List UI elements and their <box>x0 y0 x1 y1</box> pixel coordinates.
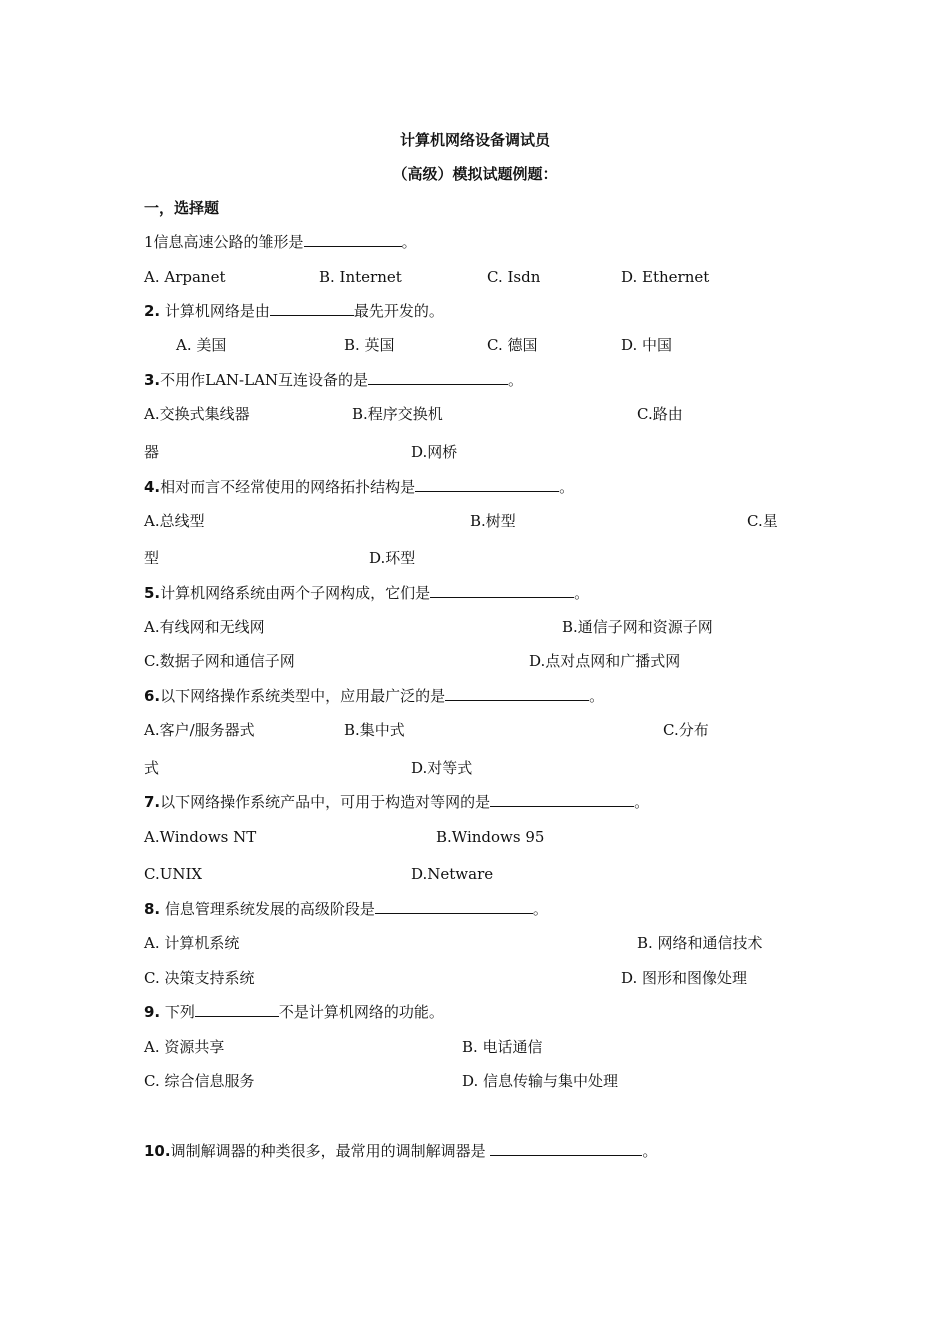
question-number: 8. <box>144 900 161 918</box>
question-number: 9. <box>144 1003 161 1021</box>
question-number: 7. <box>144 793 161 811</box>
option-c: C. 决策支持系统 <box>144 969 255 987</box>
question-text: 调制解调器的种类很多，最常用的调制解调器是 <box>170 1142 491 1160</box>
option-b: B. 网络和通信技术 <box>637 934 763 952</box>
question-7 <box>144 792 649 812</box>
option-a: A. 美国 <box>176 336 227 354</box>
answer-blank <box>490 792 634 807</box>
option-b: B.集中式 <box>344 721 405 739</box>
option-a: A.Windows NT <box>144 828 257 846</box>
option-a: A. Arpanet <box>144 268 226 286</box>
answer-blank <box>195 1002 279 1017</box>
section-heading: 一，选择题 <box>144 199 220 217</box>
question-number: 4. <box>144 478 161 496</box>
option-d: D.环型 <box>369 549 416 567</box>
option-b: B. 电话通信 <box>462 1038 543 1056</box>
option-c: C.星 <box>747 512 778 530</box>
option-d: D. 信息传输与集中处理 <box>462 1072 619 1090</box>
question-8 <box>144 899 548 919</box>
option-d: D.对等式 <box>411 759 473 777</box>
option-c-wrap: 器 <box>144 443 160 461</box>
question-text-end: 。 <box>559 478 575 496</box>
option-d: D. 中国 <box>621 336 673 354</box>
option-d: D. Ethernet <box>621 268 710 286</box>
option-c: C. Isdn <box>487 268 541 286</box>
option-b: B.树型 <box>470 512 516 530</box>
question-number: 3. <box>144 371 161 389</box>
option-c: C.UNIX <box>144 865 203 883</box>
question-3 <box>144 370 523 390</box>
option-c: C. 德国 <box>487 336 538 354</box>
answer-blank <box>270 301 354 316</box>
question-text: 相对而言不经常使用的网络拓扑结构是 <box>160 478 416 496</box>
question-number: 10. <box>144 1142 171 1160</box>
question-number: 5. <box>144 584 161 602</box>
question-10 <box>144 1141 657 1161</box>
option-d: D.点对点网和广播式网 <box>529 652 681 670</box>
option-a: A.有线网和无线网 <box>144 618 265 636</box>
question-text-end: 不是计算机网络的功能。 <box>278 1003 444 1021</box>
option-c: C.分布 <box>663 721 709 739</box>
answer-blank <box>490 1141 642 1156</box>
option-a: A. 计算机系统 <box>144 934 240 952</box>
answer-blank <box>415 477 559 492</box>
question-text: 不用作LAN-LAN互连设备的是 <box>160 371 369 389</box>
option-a: A.总线型 <box>144 512 205 530</box>
option-b: B. 英国 <box>344 336 395 354</box>
answer-blank <box>368 370 508 385</box>
question-text-end: 。 <box>508 371 524 389</box>
option-a: A.交换式集线器 <box>144 405 250 423</box>
question-text: 下列 <box>160 1003 195 1021</box>
question-number: 2. <box>144 302 161 320</box>
question-number: 1 <box>144 233 154 251</box>
option-c-wrap: 型 <box>144 549 160 567</box>
question-1 <box>144 232 417 252</box>
question-5 <box>144 583 589 603</box>
option-c: C. 综合信息服务 <box>144 1072 255 1090</box>
option-b: B. Internet <box>319 268 402 286</box>
answer-blank <box>304 232 402 247</box>
doc-subtitle: （高级）模拟试题例题： <box>392 165 558 183</box>
question-number: 6. <box>144 687 161 705</box>
answer-blank <box>445 686 589 701</box>
option-a: A. 资源共享 <box>144 1038 225 1056</box>
question-9 <box>144 1002 444 1022</box>
question-6 <box>144 686 604 706</box>
option-b: B.通信子网和资源子网 <box>562 618 713 636</box>
answer-blank <box>430 583 574 598</box>
option-b: B.Windows 95 <box>436 828 545 846</box>
question-text: 计算机网络系统由两个子网构成，它们是 <box>160 584 431 602</box>
question-2 <box>144 301 444 321</box>
option-d: D.网桥 <box>411 443 458 461</box>
question-text-end: 。 <box>589 687 605 705</box>
question-text-end: 。 <box>401 233 417 251</box>
question-text-end: 。 <box>532 900 548 918</box>
option-d: D.Netware <box>411 865 494 883</box>
question-4 <box>144 477 574 497</box>
question-text-end: 最先开发的。 <box>353 302 444 320</box>
doc-title: 计算机网络设备调试员 <box>399 131 550 149</box>
option-d: D. 图形和图像处理 <box>621 969 748 987</box>
option-c: C.数据子网和通信子网 <box>144 652 295 670</box>
option-c-wrap: 式 <box>144 759 160 777</box>
question-text: 以下网络操作系统类型中，应用最广泛的是 <box>160 687 446 705</box>
answer-blank <box>375 899 533 914</box>
question-text-end: 。 <box>642 1142 658 1160</box>
option-c: C.路由 <box>637 405 683 423</box>
question-text-end: 。 <box>574 584 590 602</box>
question-text-end: 。 <box>634 793 650 811</box>
question-text: 信息高速公路的雏形是 <box>153 233 304 251</box>
question-text: 信息管理系统发展的高级阶段是 <box>160 900 375 918</box>
question-text: 以下网络操作系统产品中，可用于构造对等网的是 <box>160 793 491 811</box>
option-b: B.程序交换机 <box>352 405 443 423</box>
option-a: A.客户/服务器式 <box>144 721 255 739</box>
question-text: 计算机网络是由 <box>160 302 270 320</box>
